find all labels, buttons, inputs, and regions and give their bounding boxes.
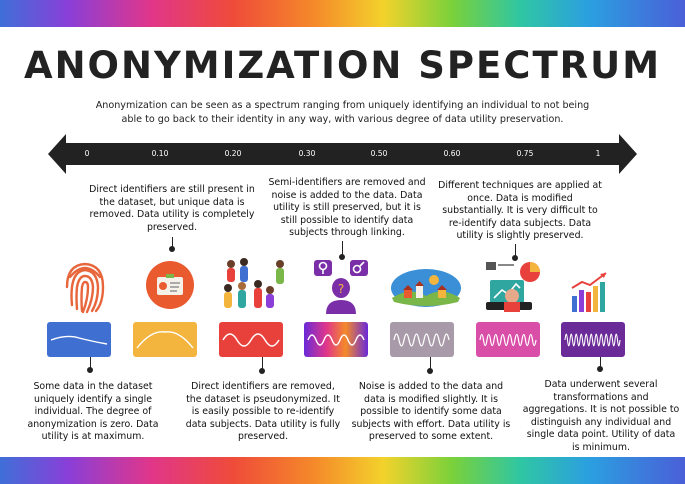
signal-wave-box: [476, 322, 540, 357]
signal-wave-box: [133, 322, 197, 357]
bottom-rainbow-bar: [0, 457, 685, 484]
scale-tick: 0: [84, 149, 90, 158]
signal-wave-box: [219, 322, 283, 357]
scale-tick: 0.75: [516, 149, 534, 158]
gender-symbols-icon: [312, 258, 370, 314]
upper-description: Semi-identifiers are removed and noise is added to the data. Data utility is still preserved, but it is still possible to identify data subjects through linking.: [268, 177, 426, 239]
top-rainbow-bar: [0, 0, 685, 27]
connector-dot: [87, 367, 93, 373]
lower-description: Data underwent several transformations and aggregations. It is not possible to distinguish any individual and single data point. Utility of data is minimum.: [522, 379, 680, 453]
data-analyst-icon: [482, 258, 542, 316]
town-icon: [390, 268, 462, 308]
scale-tick: 0.10: [151, 149, 169, 158]
spectrum-arrow: [48, 134, 637, 174]
lower-description: Noise is added to the data and data is modified slightly. It is possible to identify some data subjects with effort. Data utility is preserved to some extent.: [351, 381, 511, 443]
connector-dot: [427, 368, 433, 374]
signal-wave-box: [390, 322, 454, 357]
scale-tick: 0.60: [443, 149, 461, 158]
page-subtitle: Anonymization can be seen as a spectrum ranging from uniquely identifying an individual to not being able to go back to their identity in any way, with various degree of data utility preservation.: [95, 100, 590, 125]
people-group-icon: [218, 256, 290, 314]
lower-description: Some data in the dataset uniquely identify a single individual. The degree of anonymization is zero. Data utility is at maximum.: [27, 381, 159, 443]
connector-dot: [597, 366, 603, 372]
scale-tick: 0.20: [224, 149, 242, 158]
connector-dot: [259, 368, 265, 374]
id-card-icon: [145, 260, 195, 310]
lower-description: Direct identifiers are removed, the dataset is pseudonymized. It is easily possible to re-identify data subjects. Data utility is fully preserved.: [185, 381, 341, 443]
bar-chart-icon: [570, 270, 614, 314]
page-title: ANONYMIZATION SPECTRUM: [23, 44, 662, 87]
connector-dot: [169, 246, 175, 252]
signal-wave-box: [47, 322, 111, 357]
signal-wave-box: [561, 322, 625, 357]
scale-tick: 1: [595, 149, 601, 158]
fingerprint-icon: [62, 257, 108, 315]
svg-text:?: ?: [337, 282, 345, 296]
scale-tick: 0.50: [370, 149, 388, 158]
signal-wave-box: [304, 322, 368, 357]
upper-description: Different techniques are applied at once. Data is modified substantially. It is very difficult to re-identify data subjects. Data utility is slightly preserved.: [438, 180, 602, 242]
scale-tick: 0.30: [298, 149, 316, 158]
upper-description: Direct identifiers are still present in the dataset, but unique data is removed. Data utility is completely preserved.: [89, 184, 255, 233]
